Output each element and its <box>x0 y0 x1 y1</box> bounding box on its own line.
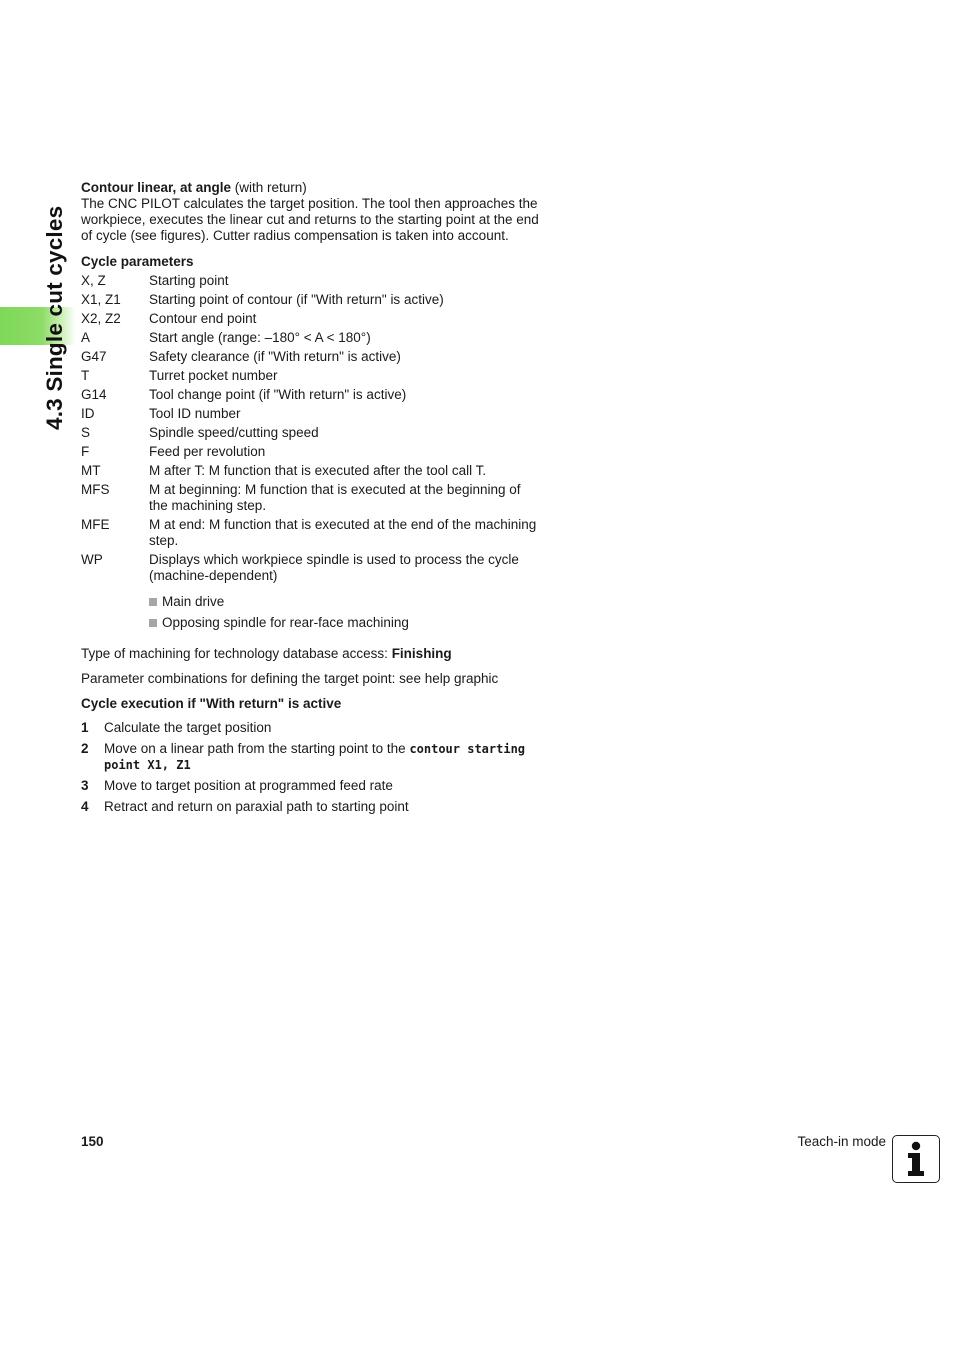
parameter-key: F <box>81 444 90 459</box>
parameter-row <box>81 330 541 346</box>
wp-option <box>149 615 541 631</box>
parameter-row <box>81 406 541 422</box>
parameter-description: Turret pocket number <box>149 368 278 383</box>
square-bullet-icon <box>149 598 157 606</box>
machining-type-prefix: Type of machining for technology database access: <box>81 646 392 661</box>
machining-type-value: Finishing <box>391 646 452 661</box>
step-number: 2 <box>81 741 89 756</box>
execution-step <box>81 778 541 794</box>
wp-option-label: Main drive <box>162 594 225 609</box>
step-code: contour starting point X1, Z1 <box>104 742 526 772</box>
parameter-key: G14 <box>81 387 107 402</box>
parameter-description: Start angle (range: –180° < A < 180°) <box>149 330 371 345</box>
intro-body: The CNC PILOT calculates the target position. The tool then approaches the workpiece, executes the linear cut and returns to the starting point at the end of cycle (see figures). Cutter radius compensation is taken into account. <box>81 196 539 243</box>
section-side-title: 4.3 Single cut cycles <box>42 205 67 430</box>
parameter-key: X1, Z1 <box>81 292 121 307</box>
parameter-row <box>81 292 541 308</box>
parameter-description: Spindle speed/cutting speed <box>149 425 319 440</box>
parameter-description: Safety clearance (if "With return" is active) <box>149 349 401 364</box>
parameter-combinations-note: Parameter combinations for defining the target point: see help graphic <box>81 671 499 686</box>
parameter-row <box>81 368 541 384</box>
parameter-key: T <box>81 368 90 383</box>
parameter-key: X, Z <box>81 273 106 288</box>
cycle-execution-heading: Cycle execution if "With return" is active <box>81 696 342 711</box>
parameter-key: MT <box>81 463 101 478</box>
parameter-description: Starting point <box>149 273 229 288</box>
page-number: 150 <box>81 1134 104 1149</box>
step-text: Move to target position at programmed feed rate <box>104 778 393 793</box>
step-text: Calculate the target position <box>104 720 272 735</box>
intro-paragraph <box>81 180 541 244</box>
parameter-key: ID <box>81 406 95 421</box>
parameter-row <box>81 482 541 514</box>
execution-step <box>81 741 541 773</box>
intro-title: Contour linear, at angle <box>81 180 232 195</box>
parameter-row <box>81 444 541 460</box>
step-text: Move on a linear path from the starting point to the <box>104 741 410 756</box>
parameter-row <box>81 311 541 327</box>
parameter-row <box>81 387 541 403</box>
parameter-key: A <box>81 330 91 345</box>
parameter-key: WP <box>81 552 103 567</box>
wp-option-label: Opposing spindle for rear-face machining <box>162 615 409 630</box>
parameter-key: X2, Z2 <box>81 311 121 326</box>
parameter-row <box>81 517 541 549</box>
parameter-description: M at end: M function that is executed at the end of the machining step. <box>149 517 537 548</box>
execution-step <box>81 720 541 736</box>
parameter-list <box>81 273 541 584</box>
parameter-key: G47 <box>81 349 107 364</box>
intro-title-suffix: (with return) <box>231 180 307 195</box>
cycle-parameters-heading: Cycle parameters <box>81 254 194 269</box>
parameter-description: Starting point of contour (if "With return" is active) <box>149 292 444 307</box>
parameter-description: Tool ID number <box>149 406 241 421</box>
step-number: 1 <box>81 720 89 735</box>
parameter-row <box>81 425 541 441</box>
machining-type-line <box>81 646 541 662</box>
step-number: 4 <box>81 799 89 814</box>
parameter-row <box>81 273 541 289</box>
step-text: Retract and return on paraxial path to starting point <box>104 799 409 814</box>
parameter-description: Tool change point (if "With return" is active) <box>149 387 407 402</box>
info-icon <box>892 1135 940 1183</box>
main-content <box>81 180 541 820</box>
wp-option <box>149 594 541 610</box>
square-bullet-icon <box>149 619 157 627</box>
parameter-description: Feed per revolution <box>149 444 266 459</box>
parameter-key: MFE <box>81 517 110 532</box>
parameter-description: Displays which workpiece spindle is used to process the cycle (machine-dependent) <box>149 552 519 583</box>
step-number: 3 <box>81 778 89 793</box>
parameter-description: M at beginning: M function that is executed at the beginning of the machining step. <box>149 482 521 513</box>
parameter-key: S <box>81 425 91 440</box>
execution-steps <box>81 720 541 815</box>
parameter-row <box>81 463 541 479</box>
parameter-row <box>81 349 541 365</box>
parameter-row <box>81 552 541 584</box>
parameter-description: M after T: M function that is executed after the tool call T. <box>149 463 487 478</box>
parameter-key: MFS <box>81 482 110 497</box>
footer-section-label: Teach-in mode <box>797 1134 886 1149</box>
wp-options-list <box>149 594 541 631</box>
execution-step <box>81 799 541 815</box>
parameter-description: Contour end point <box>149 311 257 326</box>
